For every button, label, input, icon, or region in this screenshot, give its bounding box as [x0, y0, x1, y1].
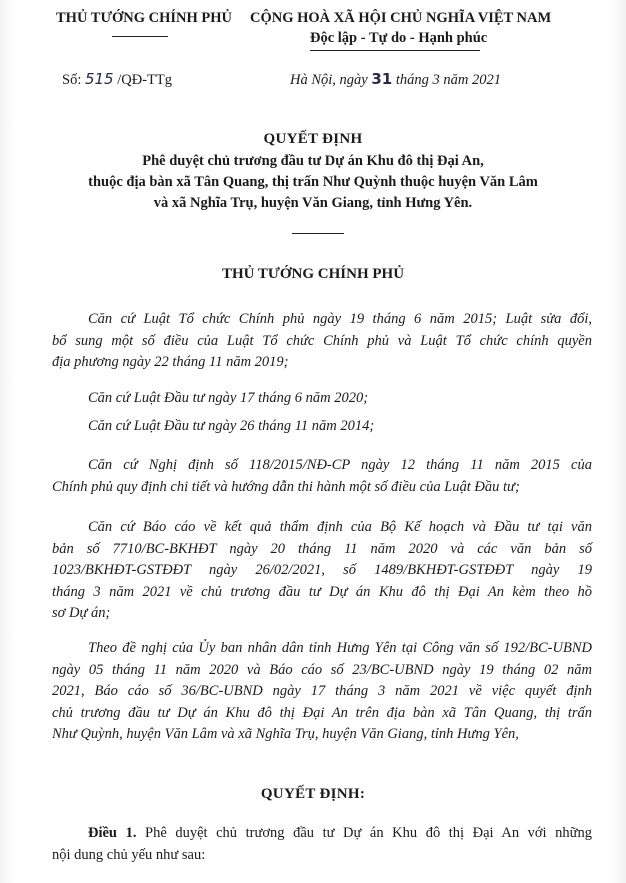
article-line	[52, 822, 592, 844]
issue-date-prefix: Hà Nội, ngày	[290, 72, 372, 88]
paragraph-line: Căn cứ Luật Đầu tư ngày 26 tháng 11 năm 2014;	[88, 418, 375, 434]
article-label: Điều 1.	[88, 825, 137, 841]
motto-underline	[310, 50, 480, 51]
legal-basis-paragraph	[52, 416, 592, 438]
legal-basis-paragraph	[52, 517, 592, 625]
paragraph-line: chủ trương đầu tư Dự án Khu đô thị Đại An trên địa bàn xã Tân Quang, thị trấn	[52, 704, 592, 721]
paragraph-line: Căn cứ Nghị định số 118/2015/NĐ-CP ngày 12 tháng 11 năm 2015 của	[88, 457, 592, 473]
issuing-agency: THỦ TƯỚNG CHÍNH PHỦ	[56, 10, 233, 26]
document-subject	[0, 151, 626, 214]
paragraph-line: 1023/BKHĐT-GSTĐĐT ngày 26/02/2021, số 1489/BKHĐT-GSTĐĐT ngày 19	[52, 562, 592, 578]
document-number	[62, 70, 172, 89]
paragraph-line: sơ Dự án;	[52, 605, 111, 621]
paragraph-line: Như Quỳnh, huyện Văn Lâm và xã Nghĩa Trụ, huyện Văn Giang, tỉnh Hưng Yên,	[52, 726, 519, 742]
article-1	[52, 822, 592, 866]
paragraph-line: 2021, Báo cáo số 36/BC-UBND ngày 17 tháng 3 năm 2021 về việc quyết định	[52, 683, 592, 699]
legal-basis-paragraph	[52, 388, 592, 410]
authority-heading: THỦ TƯỚNG CHÍNH PHỦ	[221, 266, 405, 282]
paragraph-line: Căn cứ Luật Tổ chức Chính phủ ngày 19 tháng 6 năm 2015; Luật sửa đổi,	[88, 311, 592, 327]
paragraph-line: địa phương ngày 22 tháng 11 năm 2019;	[52, 354, 289, 370]
proposal-paragraph	[52, 638, 592, 746]
paragraph-line: ngày 05 tháng 11 năm 2020 và Báo cáo số 23/BC-UBND ngày 19 tháng 02 năm	[52, 661, 592, 678]
paragraph-line: Căn cứ Báo cáo về kết quả thẩm định của Bộ Kế hoạch và Đầu tư tại văn	[88, 519, 592, 535]
paragraph-line: bản số 7710/BC-BKHĐT ngày 20 tháng 11 năm 2020 và các văn bản số	[52, 540, 592, 557]
agency-underline	[112, 36, 168, 37]
paragraph-line: Theo đề nghị của Ủy ban nhân dân tỉnh Hưng Yên tại Công văn số 192/BC-UBND	[88, 640, 592, 656]
document-number-prefix: Số:	[62, 72, 85, 88]
paragraph-line: Chính phủ quy định chi tiết và hướng dẫn thi hành một số điều của Luật Đầu tư;	[52, 478, 520, 495]
document-number-suffix: /QĐ-TTg	[113, 72, 172, 88]
document-type-title: QUYẾT ĐỊNH	[263, 131, 363, 147]
national-title: CỘNG HOÀ XÃ HỘI CHỦ NGHĨA VIỆT NAM	[250, 10, 552, 26]
issue-date-suffix: tháng 3 năm 2021	[392, 72, 501, 88]
article-line: nội dung chủ yếu như sau:	[52, 847, 206, 863]
legal-basis-paragraph	[52, 309, 592, 374]
subject-line: và xã Nghĩa Trụ, huyện Văn Giang, tỉnh Hưng Yên.	[153, 195, 473, 211]
paragraph-line: tháng 3 năm 2021 về chủ trương đầu tư Dự án Khu đô thị Đại An kèm theo hồ	[52, 583, 592, 600]
paragraph-line: Căn cứ Luật Đầu tư ngày 17 tháng 6 năm 2020;	[88, 390, 369, 406]
issue-date	[290, 70, 501, 89]
national-motto: Độc lập - Tự do - Hạnh phúc	[310, 30, 488, 46]
subject-line: thuộc địa bàn xã Tân Quang, thị trấn Như Quỳnh thuộc huyện Văn Lâm	[88, 174, 538, 190]
paragraph-line: bổ sung một số điều của Luật Tổ chức Chính phủ và Luật Tổ chức chính quyền	[52, 332, 592, 349]
title-separator	[292, 233, 344, 234]
subject-line: Phê duyệt chủ trương đầu tư Dự án Khu đô thị Đại An,	[142, 153, 484, 169]
legal-basis-paragraph	[52, 455, 592, 498]
document-number-value: 515	[84, 70, 114, 88]
decision-heading: QUYẾT ĐỊNH:	[260, 786, 366, 802]
issue-date-day: 31	[371, 70, 393, 88]
article-text: Phê duyệt chủ trương đầu tư Dự án Khu đô thị Đại An với những	[136, 825, 592, 841]
